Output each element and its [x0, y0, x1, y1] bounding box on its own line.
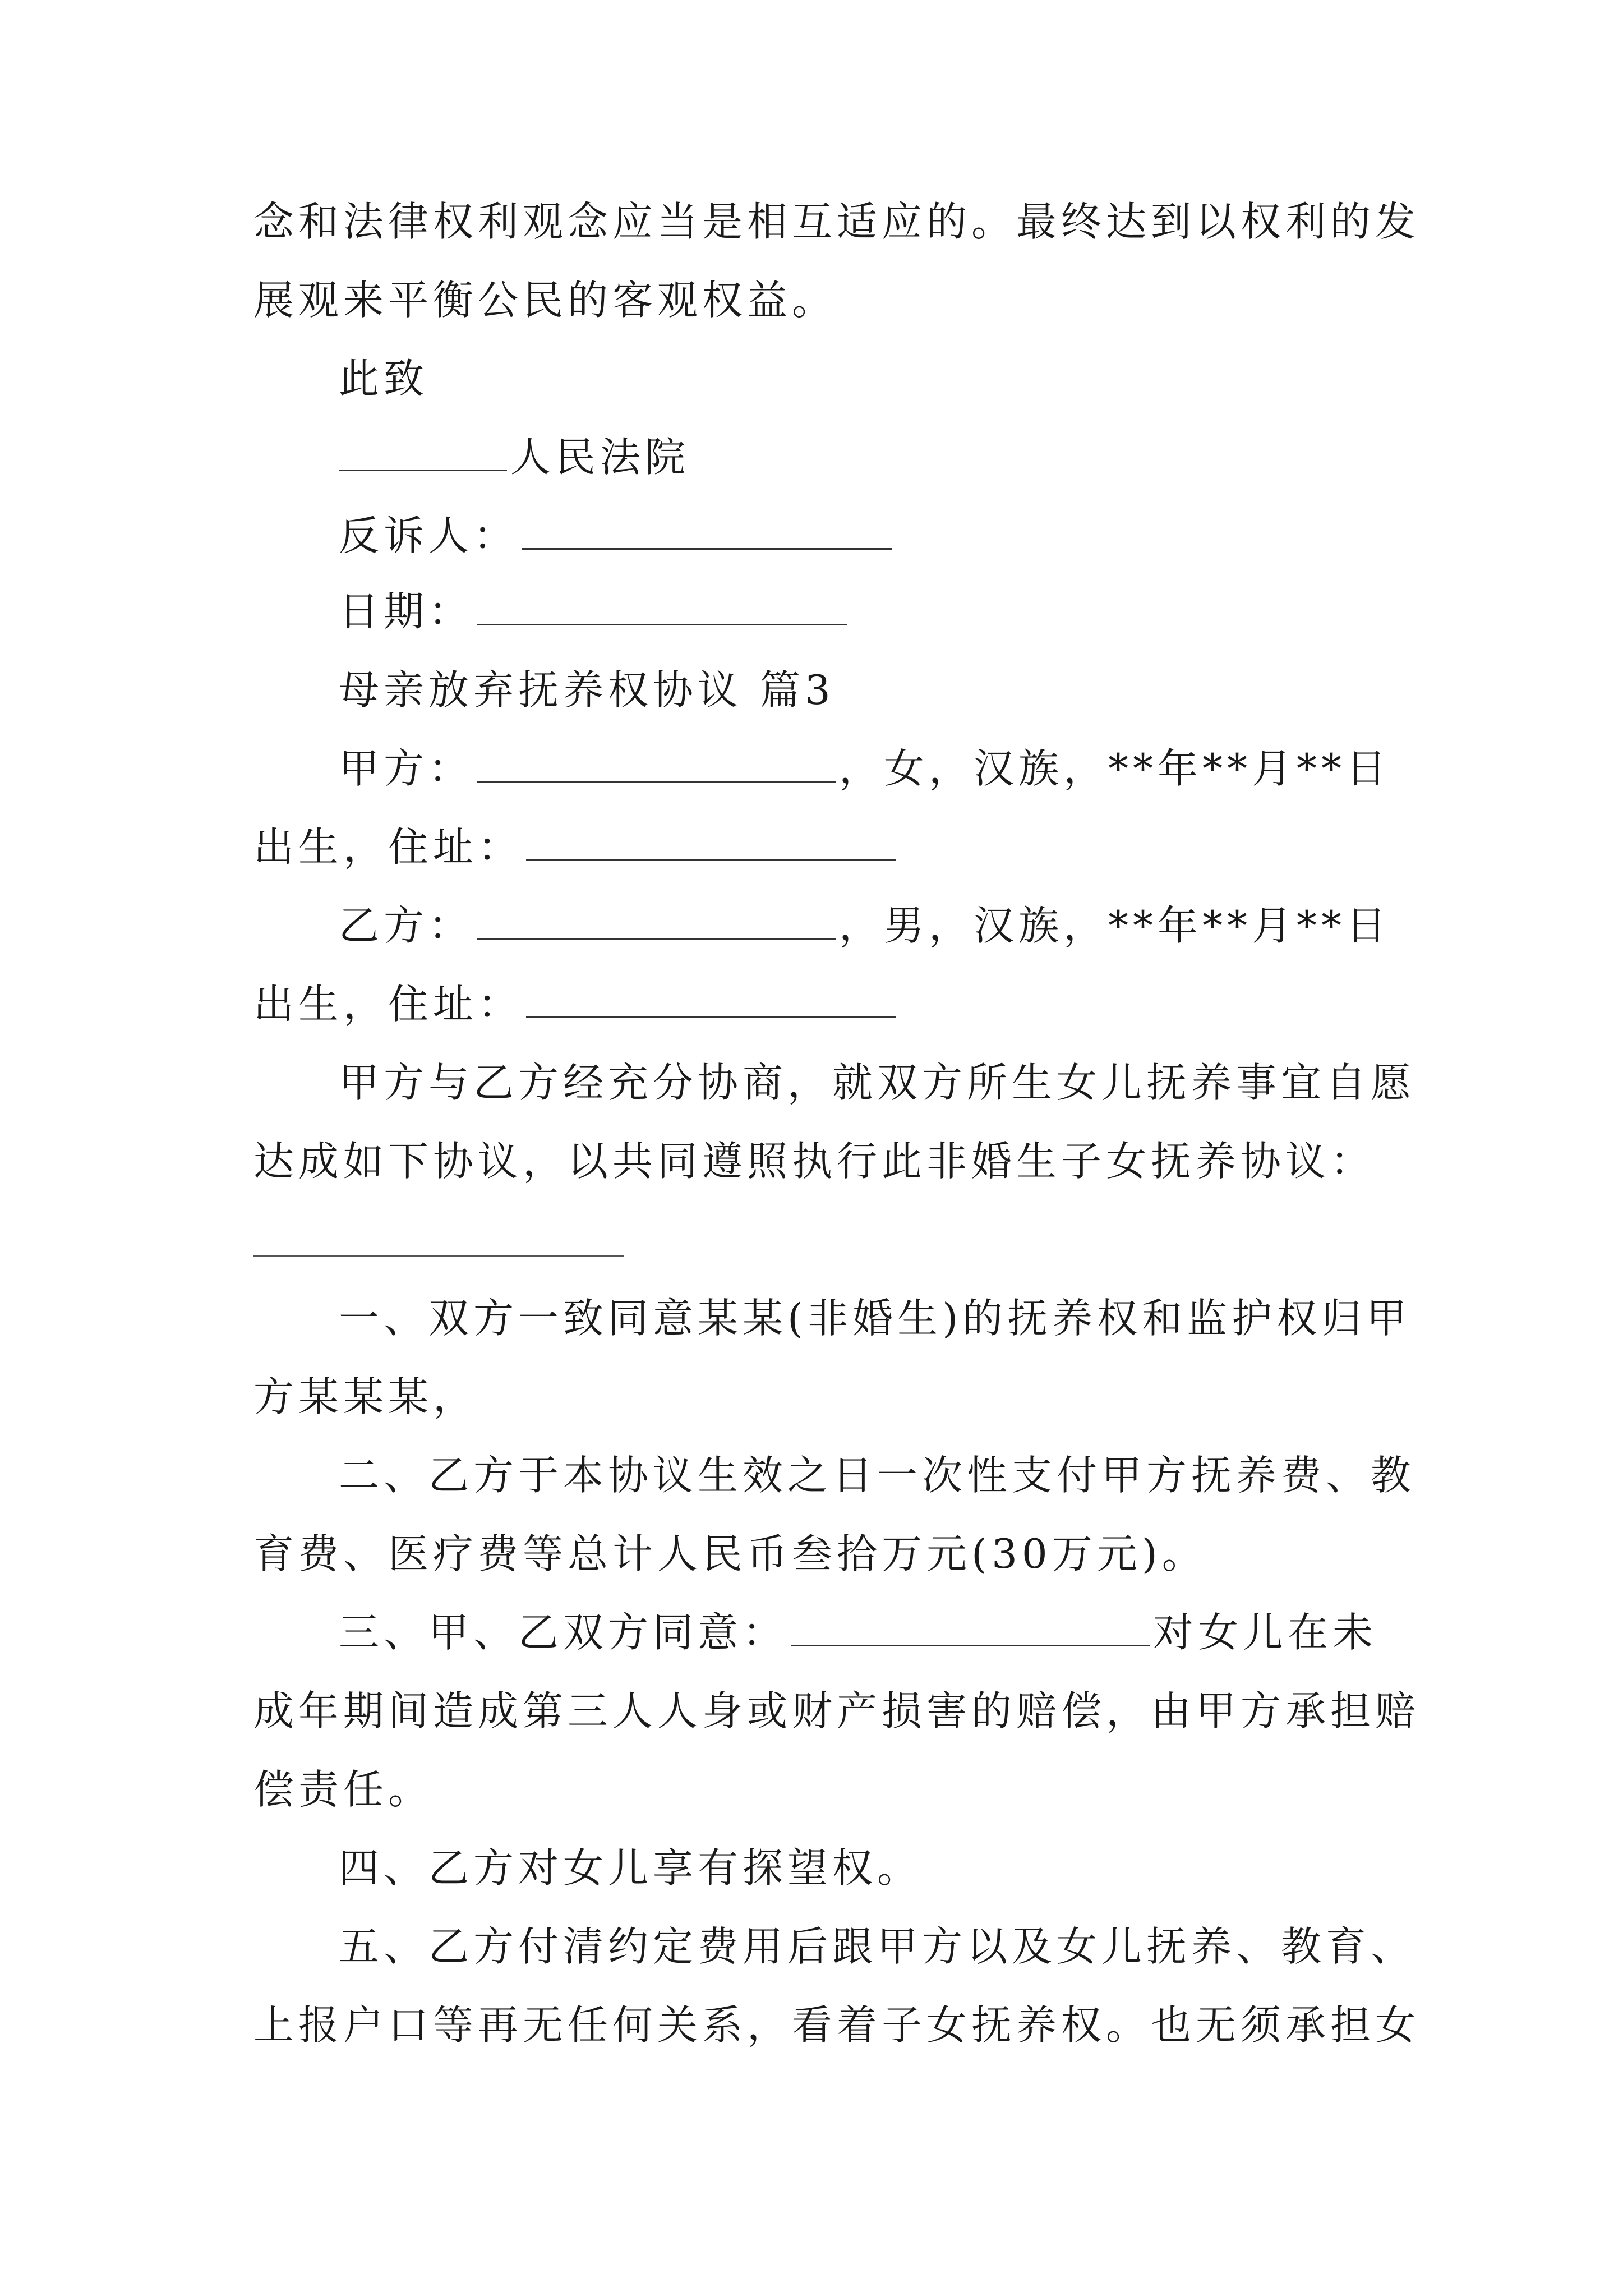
- item3-suffix: 对女儿在未: [1153, 1609, 1378, 1656]
- party-a-name-blank[interactable]: [477, 742, 836, 783]
- agreement-item: 方某某某，: [253, 1373, 478, 1420]
- counterclaimant-blank[interactable]: [522, 509, 892, 550]
- court-name-blank[interactable]: [339, 430, 507, 471]
- date-blank[interactable]: [477, 585, 847, 625]
- party-b-info: ，男，汉族，**年**月**日: [839, 902, 1391, 949]
- salutation: 此致: [339, 355, 429, 402]
- paragraph-line: 展观来平衡公民的客观权益。: [253, 277, 837, 324]
- paragraph-line: 念和法律权利观念应当是相互适应的。最终达到以权利的发: [253, 198, 1421, 245]
- party-a-address-blank[interactable]: [526, 820, 896, 861]
- agreement-item: 上报户口等再无任何关系，看着子女抚养权。也无须承担女: [253, 2001, 1421, 2049]
- party-b-address-label: 出生，住址：: [253, 981, 523, 1028]
- party-a-address-label: 出生，住址：: [253, 823, 523, 871]
- counterclaimant-line: [339, 508, 895, 564]
- party-a-label: 甲方：: [339, 745, 474, 792]
- item3-prefix: 三、甲、乙双方同意：: [339, 1609, 788, 1656]
- party-b-address-blank[interactable]: [526, 977, 896, 1018]
- divider-rule: [253, 1255, 624, 1257]
- court-suffix: 人民法院: [510, 434, 690, 481]
- party-b-label: 乙方：: [339, 902, 474, 949]
- agreement-item: 偿责任。: [253, 1766, 434, 1813]
- party-b-address-line: [253, 976, 900, 1032]
- party-a-info: ，女，汉族，**年**月**日: [839, 745, 1391, 792]
- agreement-item-3: [339, 1604, 1377, 1660]
- counterclaimant-label: 反诉人：: [339, 512, 519, 559]
- agreement-item: 四、乙方对女儿享有探望权。: [339, 1844, 923, 1892]
- agreement-item: 五、乙方付清约定费用后跟甲方以及女儿抚养、教育、: [339, 1923, 1416, 1970]
- paragraph-line: 达成如下协议，以共同遵照执行此非婚生子女抚养协议：: [253, 1138, 1376, 1185]
- court-line: [339, 429, 690, 485]
- party-b-line: [339, 898, 1391, 954]
- date-label: 日期：: [339, 588, 474, 635]
- agreement-item: 成年期间造成第三人人身或财产损害的赔偿，由甲方承担赔: [253, 1687, 1421, 1734]
- party-a-address-line: [253, 819, 900, 875]
- agreement-item: 一、双方一致同意某某(非婚生)的抚养权和监护权归甲: [339, 1295, 1412, 1342]
- date-line: [339, 583, 850, 639]
- agreement-item: 二、乙方于本协议生效之日一次性支付甲方抚养费、教: [339, 1452, 1416, 1499]
- item3-blank[interactable]: [791, 1605, 1150, 1646]
- paragraph-line: 甲方与乙方经充分协商，就双方所生女儿抚养事宜自愿: [339, 1059, 1416, 1106]
- party-b-name-blank[interactable]: [477, 899, 836, 940]
- party-a-line: [339, 740, 1391, 797]
- agreement-item: 育费、医疗费等总计人民币叁拾万元(30万元)。: [253, 1530, 1207, 1577]
- section-title: 母亲放弃抚养权协议 篇3: [339, 666, 835, 714]
